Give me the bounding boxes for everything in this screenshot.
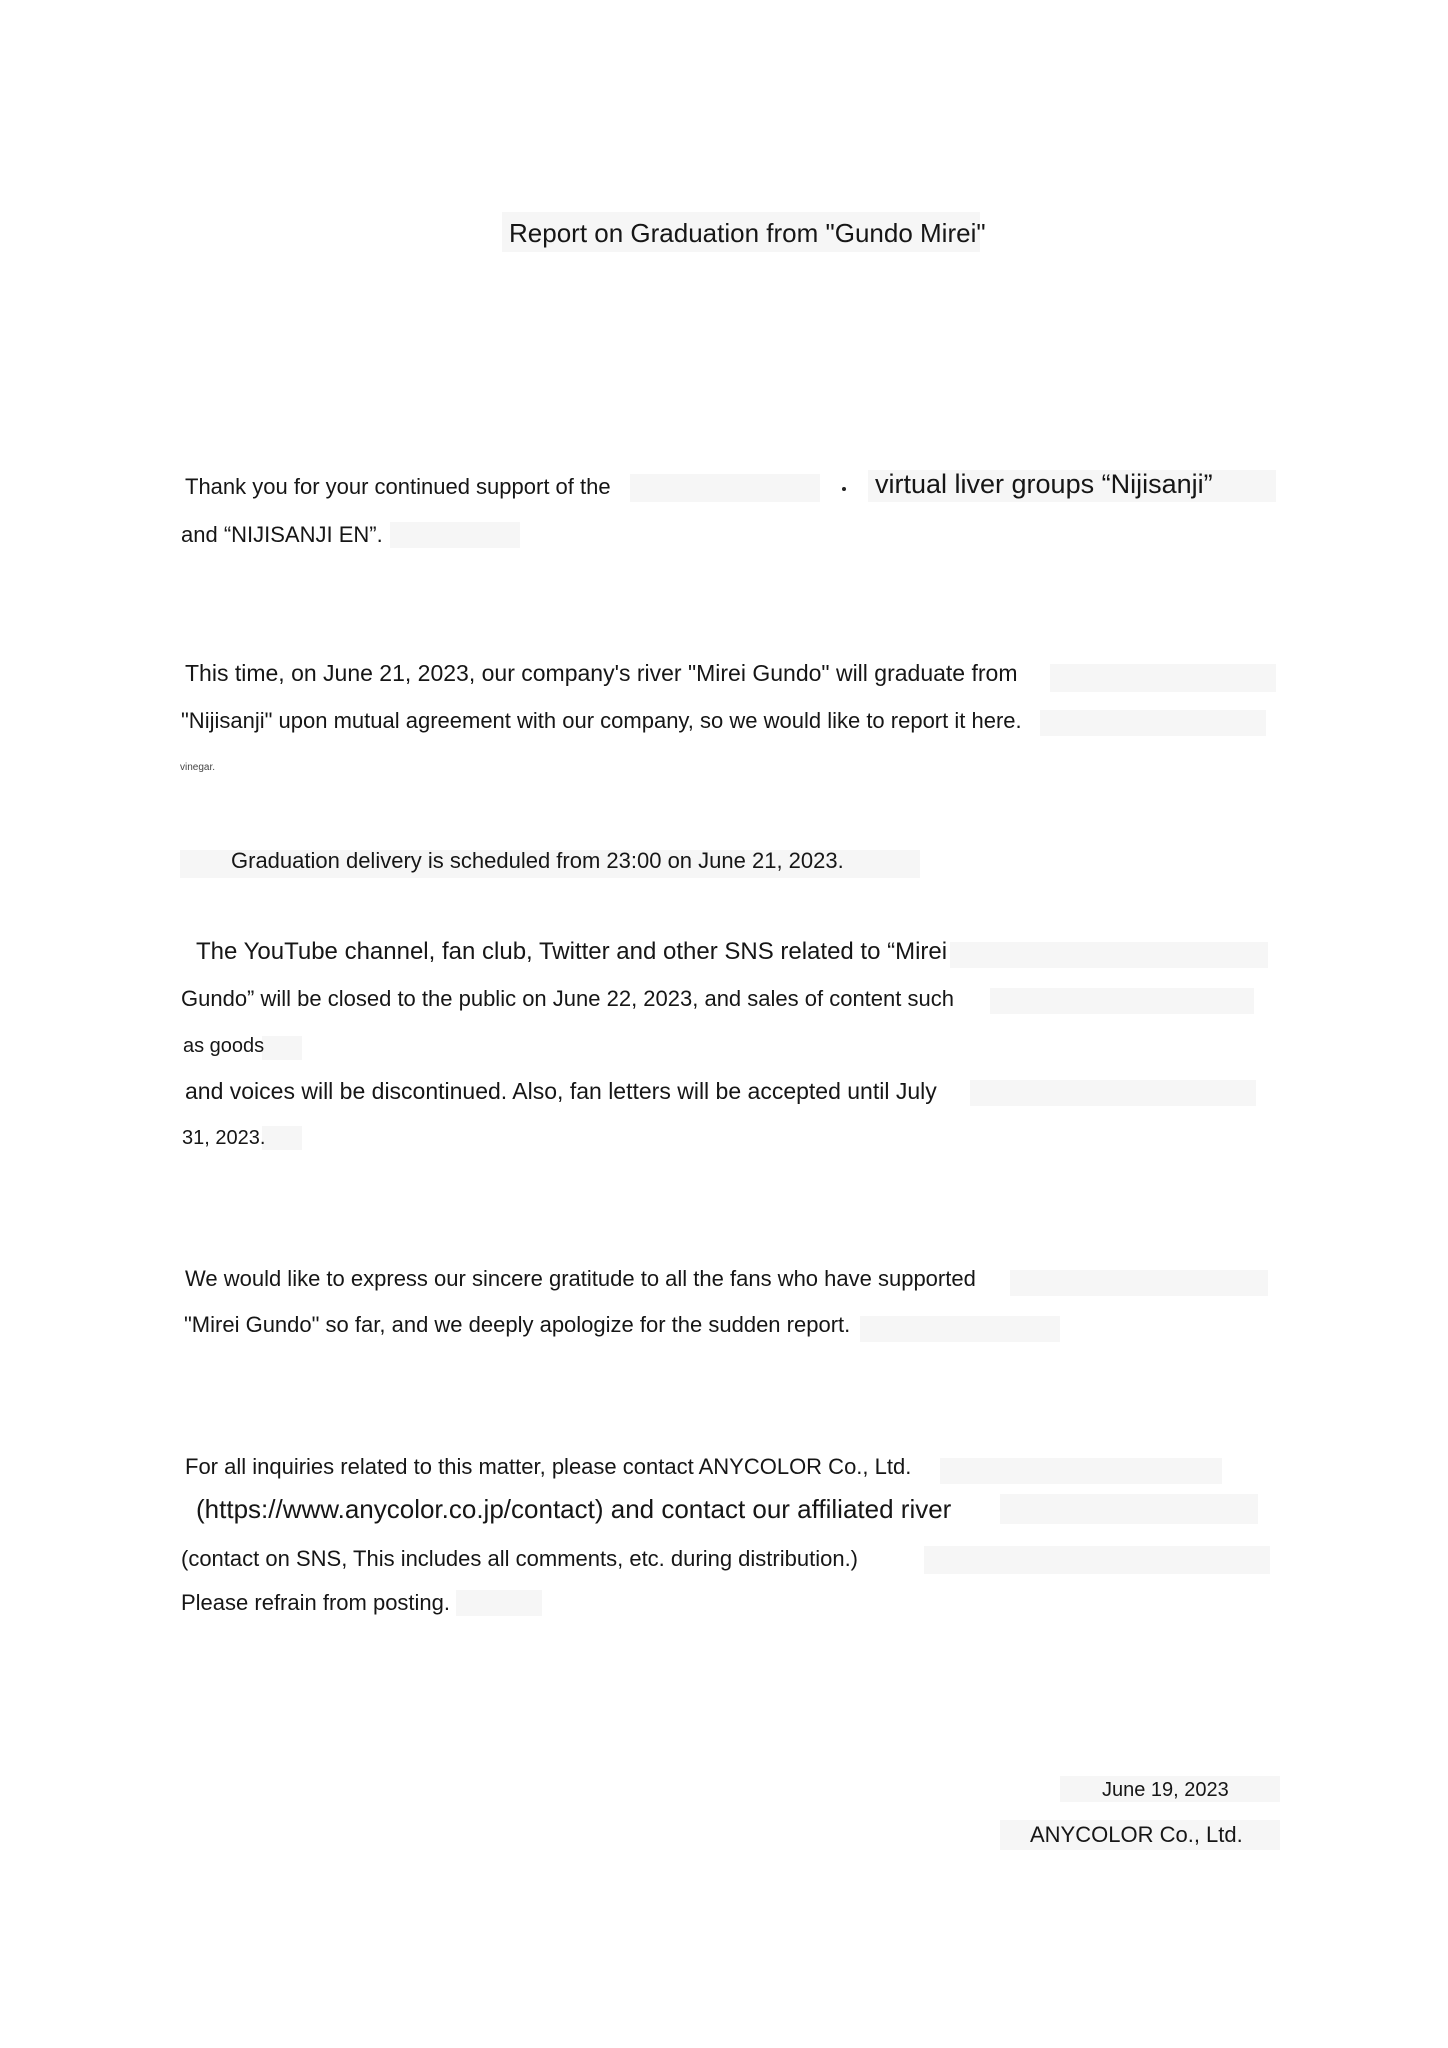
gratitude-line-2: "Mirei Gundo" so far, and we deeply apologize for the sudden report. — [184, 1312, 851, 1337]
graduation-line-1: This time, on June 21, 2023, our company's river "Mirei Gundo" will graduate from — [185, 660, 1018, 686]
scan-patch — [456, 1590, 542, 1616]
inquiry-line-2: (https://www.anycolor.co.jp/contact) and contact our affiliated river — [196, 1494, 952, 1524]
closure-line-1: The YouTube channel, fan club, Twitter and other SNS related to “Mirei — [196, 938, 948, 965]
inquiry-line-4: Please refrain from posting. — [181, 1590, 451, 1615]
scan-patch — [860, 1316, 1060, 1342]
scan-patch — [630, 474, 820, 502]
signature-company: ANYCOLOR Co., Ltd. — [1030, 1822, 1243, 1847]
document-title: Report on Graduation from "Gundo Mirei" — [509, 218, 986, 248]
scan-patch — [1000, 1494, 1258, 1524]
closure-line-3: as goods — [183, 1035, 265, 1057]
scan-patch — [262, 1036, 302, 1060]
inquiry-line-1: For all inquiries related to this matter, please contact ANYCOLOR Co., Ltd. — [185, 1454, 912, 1479]
scan-patch — [924, 1546, 1270, 1574]
scan-patch — [390, 522, 520, 548]
closure-line-4: and voices will be discontinued. Also, fan letters will be accepted until July — [185, 1078, 937, 1104]
scan-patch — [1050, 664, 1276, 692]
scan-patch — [1010, 1270, 1268, 1296]
scan-patch — [970, 1080, 1256, 1106]
closure-line-2: Gundo” will be closed to the public on June 22, 2023, and sales of content such — [181, 986, 954, 1011]
gratitude-line-1: We would like to express our sincere gratitude to all the fans who have supported — [185, 1266, 976, 1291]
scan-patch — [1040, 710, 1266, 736]
support-line-1a: Thank you for your continued support of the — [185, 474, 611, 499]
scan-patch — [950, 942, 1268, 968]
support-line-2: and “NIJISANJI EN”. — [181, 522, 383, 547]
graduation-line-3: vinegar. — [180, 762, 216, 773]
inquiry-line-3: (contact on SNS, This includes all comments, etc. during distribution.) — [181, 1546, 859, 1571]
bullet-dot — [842, 487, 846, 491]
closure-line-5: 31, 2023. — [182, 1127, 266, 1149]
support-line-1b: virtual liver groups “Nijisanji” — [875, 469, 1213, 499]
scan-patch — [940, 1458, 1222, 1484]
signature-date: June 19, 2023 — [1102, 1779, 1229, 1801]
scan-patch — [262, 1126, 302, 1150]
scan-patch — [990, 988, 1254, 1014]
delivery-schedule: Graduation delivery is scheduled from 23:00 on June 21, 2023. — [231, 848, 844, 873]
graduation-line-2: "Nijisanji" upon mutual agreement with our company, so we would like to report it here. — [181, 708, 1022, 733]
